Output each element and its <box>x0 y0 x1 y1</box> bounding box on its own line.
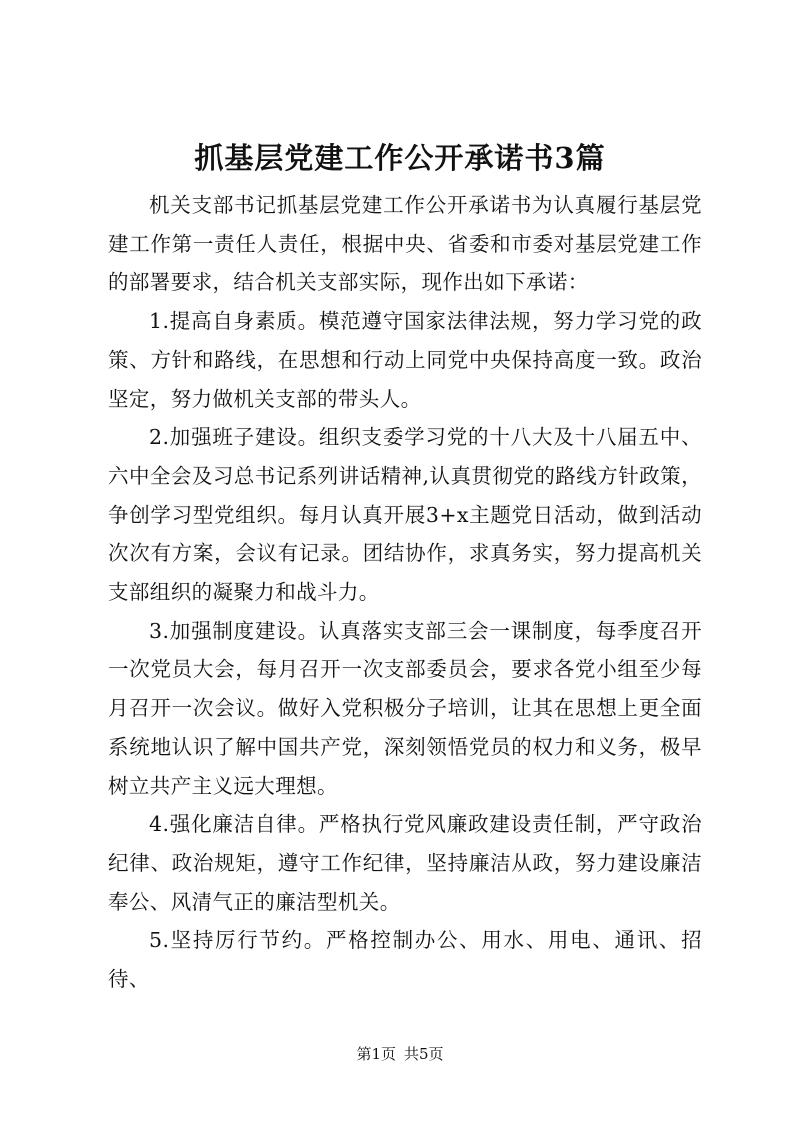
commitment-paragraph-2: 2.加强班子建设。组织支委学习党的十八大及十八届五中、六中全会及习总书记系列讲话精神,认真贯彻党的路线方针政策，争创学习型党组织。每月认真开展3+x主题党日活动，做到活动次次有方案，会议有记录。团结协作，求真务实，努力提高机关支部组织的凝聚力和战斗力。 <box>108 425 702 605</box>
commitment-paragraph-4: 4.强化廉洁自律。严格执行党风廉政建设责任制，严守政治纪律、政治规矩，遵守工作纪律，坚持廉洁从政，努力建设廉洁奉公、风清气正的廉洁型机关。 <box>108 812 702 914</box>
commitment-paragraph-3: 3.加强制度建设。认真落实支部三会一课制度，每季度召开一次党员大会，每月召开一次支部委员会，要求各党小组至少每月召开一次会议。做好入党积极分子培训，让其在思想上更全面系统地认识了解中国共产党，深刻领悟党员的权力和义务，极早树立共产主义远大理想。 <box>108 618 702 798</box>
page-footer <box>0 1044 800 1064</box>
commitment-paragraph-1: 1.提高自身素质。模范遵守国家法律法规，努力学习党的政策、方针和路线，在思想和行动上同党中央保持高度一致。政治坚定，努力做机关支部的带头人。 <box>108 309 702 411</box>
document-body <box>108 186 702 999</box>
intro-paragraph: 机关支部书记抓基层党建工作公开承诺书为认真履行基层党建工作第一责任人责任，根据中央、省委和市委对基层党建工作的部署要求，结合机关支部实际，现作出如下承诺： <box>108 193 702 295</box>
page-number: 第1页 <box>356 1045 396 1063</box>
document-title: 抓基层党建工作公开承诺书3篇 <box>194 141 606 175</box>
total-pages: 共5页 <box>404 1045 444 1063</box>
commitment-paragraph-5: 5.坚持厉行节约。严格控制办公、用水、用电、通讯、招待、 <box>108 928 702 992</box>
